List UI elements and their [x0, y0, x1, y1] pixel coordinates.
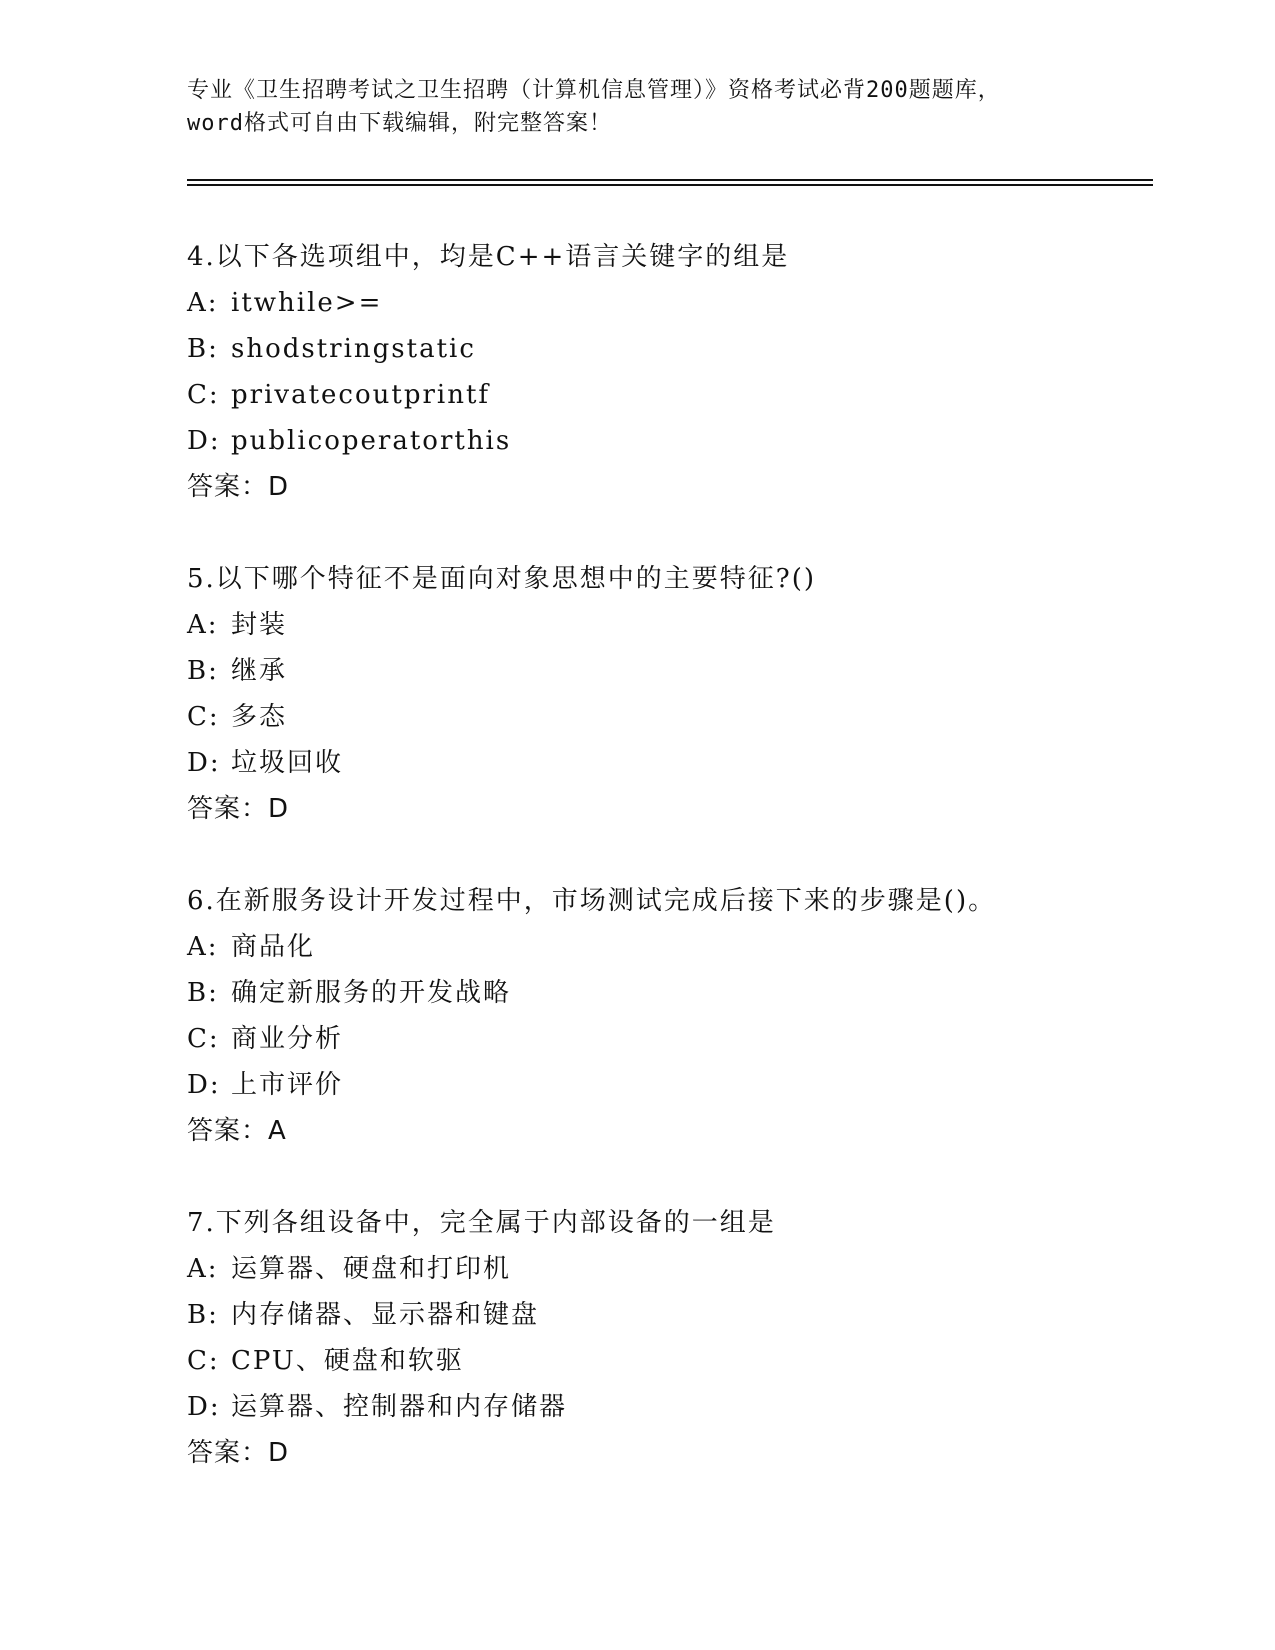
- option-a: [187, 602, 1147, 648]
- option-letter: C:: [187, 702, 220, 732]
- option-text: 商业分析: [231, 1024, 344, 1054]
- option-letter: C:: [187, 1346, 220, 1376]
- question-7: [187, 1200, 1147, 1476]
- option-letter: D:: [187, 1070, 221, 1100]
- answer-line: 答案：D: [187, 794, 290, 824]
- option-letter: D:: [187, 1392, 221, 1422]
- question-stem: 5.以下哪个特征不是面向对象思想中的主要特征?(): [187, 564, 817, 594]
- option-c: [187, 1016, 1147, 1062]
- option-letter: C:: [187, 380, 220, 410]
- option-text: 封装: [231, 610, 288, 640]
- question-stem: 7.下列各组设备中，完全属于内部设备的一组是: [187, 1208, 776, 1238]
- option-a: [187, 924, 1147, 970]
- option-d: [187, 740, 1147, 786]
- option-letter: D:: [187, 748, 221, 778]
- option-text: 垃圾回收: [231, 748, 344, 778]
- option-c: [187, 694, 1147, 740]
- option-letter: B:: [187, 334, 219, 364]
- option-letter: A:: [187, 932, 219, 962]
- option-letter: A:: [187, 1254, 219, 1284]
- answer-line: 答案：A: [187, 1116, 287, 1146]
- option-c: [187, 1338, 1147, 1384]
- option-d: [187, 1062, 1147, 1108]
- option-text: 多态: [231, 702, 288, 732]
- option-text: publicoperatorthis: [231, 426, 512, 456]
- option-letter: B:: [187, 978, 219, 1008]
- question-4: [187, 234, 1147, 510]
- option-a: [187, 1246, 1147, 1292]
- option-text: 继承: [231, 656, 288, 686]
- answer-line: 答案：D: [187, 472, 290, 502]
- option-b: [187, 648, 1147, 694]
- question-list: [187, 234, 1147, 1522]
- option-text: shodstringstatic: [231, 334, 476, 364]
- option-b: [187, 326, 1147, 372]
- option-letter: A:: [187, 610, 219, 640]
- option-c: [187, 372, 1147, 418]
- option-letter: D:: [187, 426, 221, 456]
- question-stem: 4.以下各选项组中，均是C++语言关键字的组是: [187, 242, 790, 272]
- option-text: 内存储器、显示器和键盘: [231, 1300, 540, 1330]
- answer-line: 答案：D: [187, 1438, 290, 1468]
- header-divider-bottom: [187, 184, 1153, 186]
- option-letter: B:: [187, 1300, 219, 1330]
- header-divider-top: [187, 179, 1153, 181]
- header-line-2: word格式可自由下载编辑，附完整答案！: [187, 111, 612, 136]
- question-6: [187, 878, 1147, 1154]
- option-b: [187, 1292, 1147, 1338]
- question-stem: 6.在新服务设计开发过程中，市场测试完成后接下来的步骤是()。: [187, 886, 997, 916]
- option-letter: B:: [187, 656, 219, 686]
- option-letter: A:: [187, 288, 219, 318]
- option-text: 商品化: [231, 932, 316, 962]
- option-text: privatecoutprintf: [231, 380, 491, 410]
- option-a: [187, 280, 1147, 326]
- header-line-1: 专业《卫生招聘考试之卫生招聘（计算机信息管理）》资格考试必背200题题库，: [187, 78, 1001, 103]
- option-b: [187, 970, 1147, 1016]
- document-header: [187, 74, 1087, 140]
- option-text: 运算器、硬盘和打印机: [231, 1254, 512, 1284]
- option-text: 运算器、控制器和内存储器: [231, 1392, 568, 1422]
- option-d: [187, 418, 1147, 464]
- option-text: itwhile>=: [231, 288, 383, 318]
- question-5: [187, 556, 1147, 832]
- option-letter: C:: [187, 1024, 220, 1054]
- option-text: 确定新服务的开发战略: [231, 978, 512, 1008]
- option-d: [187, 1384, 1147, 1430]
- option-text: CPU、硬盘和软驱: [231, 1346, 464, 1376]
- option-text: 上市评价: [231, 1070, 344, 1100]
